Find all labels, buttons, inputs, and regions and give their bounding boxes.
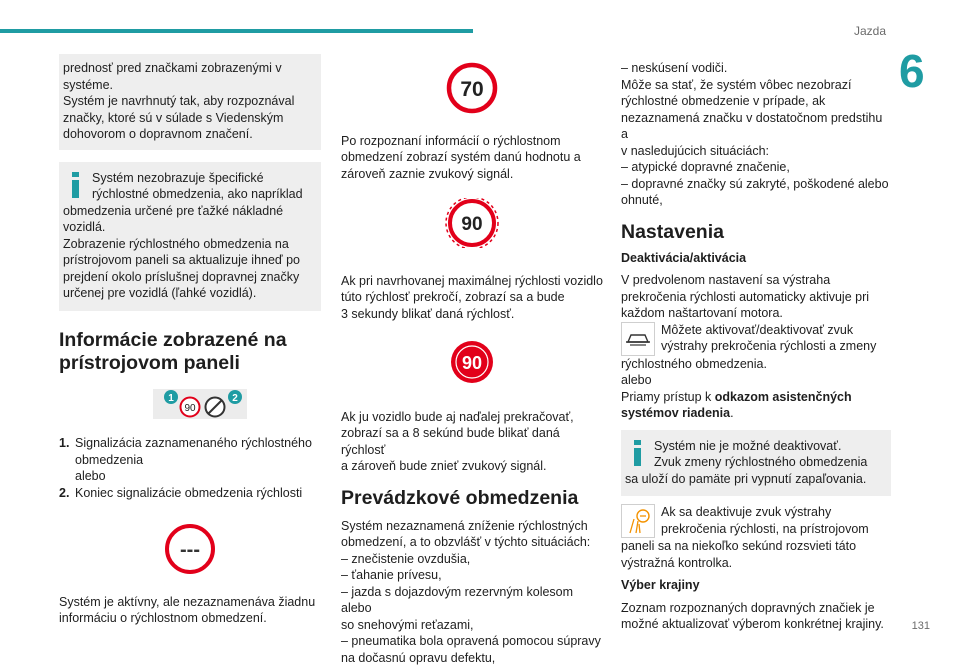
sign-90-figure [341,198,603,248]
list-number: 2. [59,485,75,502]
sign-70-figure [341,60,603,116]
sign-value: 90 [461,214,482,235]
text-line: – znečistenie ovzdušia, [341,551,603,568]
text-line: systéme. [63,77,313,94]
column-1 [59,54,321,627]
dashboard-diagram [59,387,321,421]
text-line: Systém nezaznamená zníženie rýchlostných [341,518,603,535]
sign-value: 70 [460,78,483,101]
section-title: Jazda [854,24,886,38]
diagram-sign-value: 90 [184,403,196,414]
text-line: možné aktualizovať výberom konkrétnej krajiny. [621,616,891,633]
text-line: Ak pri navrhovanej maximálnej rýchlosti vozidlo [341,273,603,290]
text-line: značky, ktoré sú v súlade s Viedenským [63,110,313,127]
text-line: obmedzení, a to obzvlášť v týchto situáciách: [341,534,603,551]
list-number: 1. [59,435,75,485]
chapter-number: 6 [899,44,925,98]
column-3 [621,54,891,633]
text-line: – jazda s dojazdovým rezervným kolesom alebo [341,584,603,617]
text-line: 3 sekundy blikať daná rýchlosť. [341,306,603,323]
sign-90-red-figure [341,338,603,386]
text-line: rýchlostné obmedzenia, ako napríklad [63,186,313,203]
text-line: Systém je aktívny, ale nezaznamenáva žiadnu [59,594,321,611]
info-icon [67,172,84,198]
text-line: informáciu o rýchlostnom obmedzení. [59,610,321,627]
subheading: Výber krajiny [621,577,891,594]
heading-line: prístrojovom paneli [59,352,240,374]
text-line: Systém nie je možné deaktivovať. [625,438,883,455]
text-line: Zoznam rozpoznaných dopravných značiek je [621,600,891,617]
text-line: ohnuté, [621,192,891,209]
text-line: alebo [621,372,891,389]
speed-warning-light-icon [621,504,655,538]
text-line: prednosť pred značkami zobrazenými v [63,60,313,77]
warning-light-row [621,504,891,538]
info-box [621,430,891,497]
direct-access-text [621,389,891,422]
text-line: – ťahanie prívesu, [341,567,603,584]
text-line: so snehovými reťazami, [341,617,603,634]
subheading: Deaktivácia/aktivácia [621,250,891,267]
list-item [59,435,321,485]
text-line: prekročenia rýchlosti automaticky aktivuje pri [621,289,891,306]
text-line: V predvolenom nastavení sa výstraha [621,272,891,289]
callout-2: 2 [232,393,238,404]
text-line: – neskúsení vodiči. [621,60,891,77]
text-line: prekročenia rýchlosti, na prístrojovom [661,521,869,538]
text-line: na dočasnú opravu defektu, [341,650,603,666]
inactive-sign-figure [59,523,321,575]
text-line: obmedzenia určené pre ťažké nákladné [63,203,313,220]
text-line: výstrahy prekročenia rýchlosti a zmeny [661,338,876,355]
info-icon [629,440,646,466]
text-line: – pneumatika bola opravená pomocou súpravy [341,633,603,650]
text-line: prístrojovom paneli sa aktualizuje ihneď po [63,252,313,269]
page-number: 131 [912,620,930,632]
inactive-sign-text: --- [180,539,200,561]
text-line: Signalizácia zaznamenaného rýchlostného [75,435,312,452]
text-line: túto rýchlosť prekročí, zobrazí sa a bude [341,289,603,306]
continued-note-box [59,54,321,150]
text-line: a zároveň bude zniеť zvukový signál. [341,458,603,475]
list-item [59,485,321,502]
driving-aids-row [621,322,891,356]
driving-aids-button-icon [621,322,655,356]
section-heading: Prevádzkové obmedzenia [341,487,603,510]
text-line: každom naštartovaní motora. [621,305,891,322]
text-line: obmedzenia [75,452,312,469]
text-line: zobrazí sa a 8 sekúnd bude blikať daná rýchlosť [341,425,603,458]
text-line: dohovorom o dopravnom značení. [63,126,313,143]
text-line: Môžete aktivovať/deaktivovať zvuk [661,322,876,339]
text-line: rýchlostné obmedzenie v prípade, ak [621,93,891,110]
text-line: – atypické dopravné značenie, [621,159,891,176]
text-line: obmedzení zobrazí systém danú hodnotu a [341,149,603,166]
heading-line: Informácie zobrazené na [59,329,287,351]
text-line: Ak ju vozidlo bude aj naďalej prekračovať, [341,409,603,426]
text-line: určenej pre vozidlá (ľahké vozidlá). [63,285,313,302]
column-2 [341,54,603,666]
text-line: Môže sa stať, že systém vôbec nezobrazí [621,77,891,94]
bold-reference: odkazom asistenčných systémov riadenia [621,390,852,421]
text-line: Zobrazenie rýchlostného obmedzenia na [63,236,313,253]
callout-1: 1 [168,393,174,404]
sign-value: 90 [462,353,482,373]
text-line: Ak sa deaktivuje zvuk výstrahy [661,504,869,521]
header-accent-bar [0,29,473,33]
text-line: Systém je navrhnutý tak, aby rozpoznával [63,93,313,110]
section-heading: Nastavenia [621,221,891,244]
section-heading [59,329,321,375]
info-box [59,162,321,311]
text-line: – dopravné značky sú zakryté, poškodené alebo [621,176,891,193]
text-line: paneli sa na niekoľko sekúnd rozsvieti táto [621,538,891,555]
text-line: alebo [75,468,312,485]
text-line: Po rozpoznaní informácií o rýchlostnom [341,133,603,150]
text-line: sa uloží do pamäte pri vypnutí zapaľovania. [625,471,883,488]
text-line: Zvuk zmeny rýchlostného obmedzenia [625,454,883,471]
text-line: rýchlostného obmedzenia. [621,356,891,373]
text-fragment: . [730,406,733,420]
text-line: v nasledujúcich situáciách: [621,143,891,160]
text-line: nezaznamená značku v dostatočnom predstihu a [621,110,891,143]
text-line: prejdení okolo príslušnej dopravnej značky [63,269,313,286]
text-fragment: Priamy prístup k [621,390,715,404]
text-line: Koniec signalizácie obmedzenia rýchlosti [75,485,302,502]
text-line: vozidlá. [63,219,313,236]
text-line: výstražná kontrolka. [621,555,891,572]
text-line: Systém nezobrazuje špecifické [63,170,313,187]
text-line: zároveň zaznie zvukový signál. [341,166,603,183]
